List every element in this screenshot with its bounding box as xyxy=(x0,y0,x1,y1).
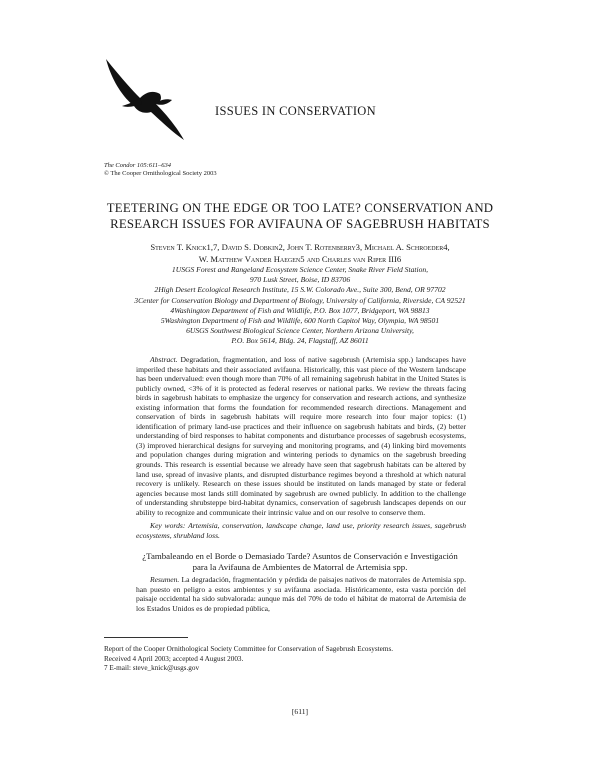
resumen xyxy=(136,575,466,613)
footnote-divider xyxy=(104,637,188,638)
footnotes xyxy=(104,645,504,674)
authors-line-1: Steven T. Knick1,7, David S. Dobkin2, John T. Rotenberry3, Michael A. Schroeder4, xyxy=(150,242,450,252)
keywords-text: Artemisia, conservation, landscape change, land use, priority research issues, sagebrush ecosystems, shrubland loss. xyxy=(136,521,466,540)
abstract-label: Abstract. xyxy=(150,355,178,364)
report-footnote: Report of the Cooper Ornithological Society Committee for Conservation of Sagebrush Ecosystems. xyxy=(104,645,394,653)
received-footnote: Received 4 April 2003; accepted 4 August 2003. xyxy=(104,654,244,663)
abstract-text: Degradation, fragmentation, and loss of native sagebrush (Artemisia spp.) landscapes have imperiled these habitats and their associated avifauna. Historically, this vast piece of the Western landscape has been undervalued: even though more than 70% of all remaining sagebrush habitat in the United States is publicly owned, <3% of it is protected as federal reserves or national parks. We review the threats facing birds in sagebrush habitats to emphasize the urgency for conservation and research actions, and synthesize existing information that forms the foundation for recommended research directions. Management and conservation of birds in sagebrush habitats will require more research into four major topics: (1) identification of primary land-use practices and their influence on sagebrush habitats and birds, (2) better understanding of bird responses to habitat components and disturbance processes of sagebrush ecosystems, (3) improved hierarchical designs for surveying and monitoring programs, and (4) linking bird movements and population changes during migration and wintering periods to dynamics on the sagebrush breeding grounds. This research is essential because we already have seen that sagebrush habitats can be altered by land use, spread of invasive plants, and disrupted disturbance regimes beyond a threshold at which natural recovery is unlikely. Research on these issues should be instituted on lands managed by state or federal agencies because most lands still dominated by sagebrush are owned publicly. In addition to the challenge of understanding shrubsteppe bird-habitat dynamics, conservation of sagebrush landscapes depends on our ability to recognize and communicate their intrinsic value and on our resolve to conserve them. xyxy=(136,355,466,517)
affiliation-line: 2High Desert Ecological Research Institute, 15 S.W. Colorado Ave., Suite 300, Bend, OR 97702 xyxy=(154,285,446,295)
spanish-title-line-2: para la Avifauna de Ambientes de Matorral de Artemisia spp. xyxy=(192,562,408,572)
email-footnote: 7 E-mail: steve_knick@usgs.gov xyxy=(104,664,200,672)
authors-line-2: W. Matthew Vander Haegen5 and Charles van Riper III6 xyxy=(198,254,402,264)
section-title: ISSUES IN CONSERVATION xyxy=(215,104,376,118)
condor-logo-icon xyxy=(96,54,188,144)
resumen-label: Resumen. xyxy=(150,575,180,584)
resumen-text: La degradación, fragmentación y pérdida de paisajes nativos de matorrales de Artemisia spp. han puesto en peligro a estos ambientes y su avifauna asociada. Históricamente, esta vasta porción del paisaje occidental ha sido subvalorada: aunque más del 70% de todo el hábitat de matorral de Artemisia de los Estados Unidos es de propiedad pública, xyxy=(136,575,466,613)
title-line-2: RESEARCH ISSUES FOR AVIFAUNA OF SAGEBRUSH HABITATS xyxy=(110,217,490,231)
journal-line: The Condor 105:611–634 xyxy=(104,162,172,169)
affiliation-line: 6USGS Southwest Biological Science Center, Northern Arizona University, xyxy=(186,326,414,336)
affiliation-line: P.O. Box 5614, Bldg. 24, Flagstaff, AZ 86011 xyxy=(231,336,369,346)
page-number: [611] xyxy=(291,707,309,716)
abstract xyxy=(136,355,466,517)
spanish-title-line-1: ¿Tambaleando en el Borde o Demasiado Tarde? Asuntos de Conservación e Investigación xyxy=(142,551,458,561)
author-list xyxy=(60,241,540,265)
affiliation-line: 5Washington Department of Fish and Wildlife, 600 North Capitol Way, Olympia, WA 98501 xyxy=(160,316,440,326)
keywords-label: Key words: xyxy=(150,521,186,530)
affiliation-line: 3Center for Conservation Biology and Department of Biology, University of California, Riverside, CA 92521 xyxy=(134,295,466,305)
affiliation-line: 1USGS Forest and Rangeland Ecosystem Science Center, Snake River Field Station, xyxy=(171,265,429,274)
affiliation-line: 970 Lusk Street, Boise, ID 83706 xyxy=(249,275,351,285)
affiliations xyxy=(60,265,540,347)
society-line: © The Cooper Ornithological Society 2003 xyxy=(104,169,217,177)
keywords xyxy=(136,521,466,540)
article-title xyxy=(100,200,500,232)
spanish-title xyxy=(110,551,490,573)
journal-citation xyxy=(104,162,364,177)
affiliation-line: 4Washington Department of Fish and Wildlife, P.O. Box 1077, Bridgeport, WA 98813 xyxy=(170,305,430,315)
title-line-1: TEETERING ON THE EDGE OR TOO LATE? CONSERVATION AND xyxy=(106,201,494,215)
